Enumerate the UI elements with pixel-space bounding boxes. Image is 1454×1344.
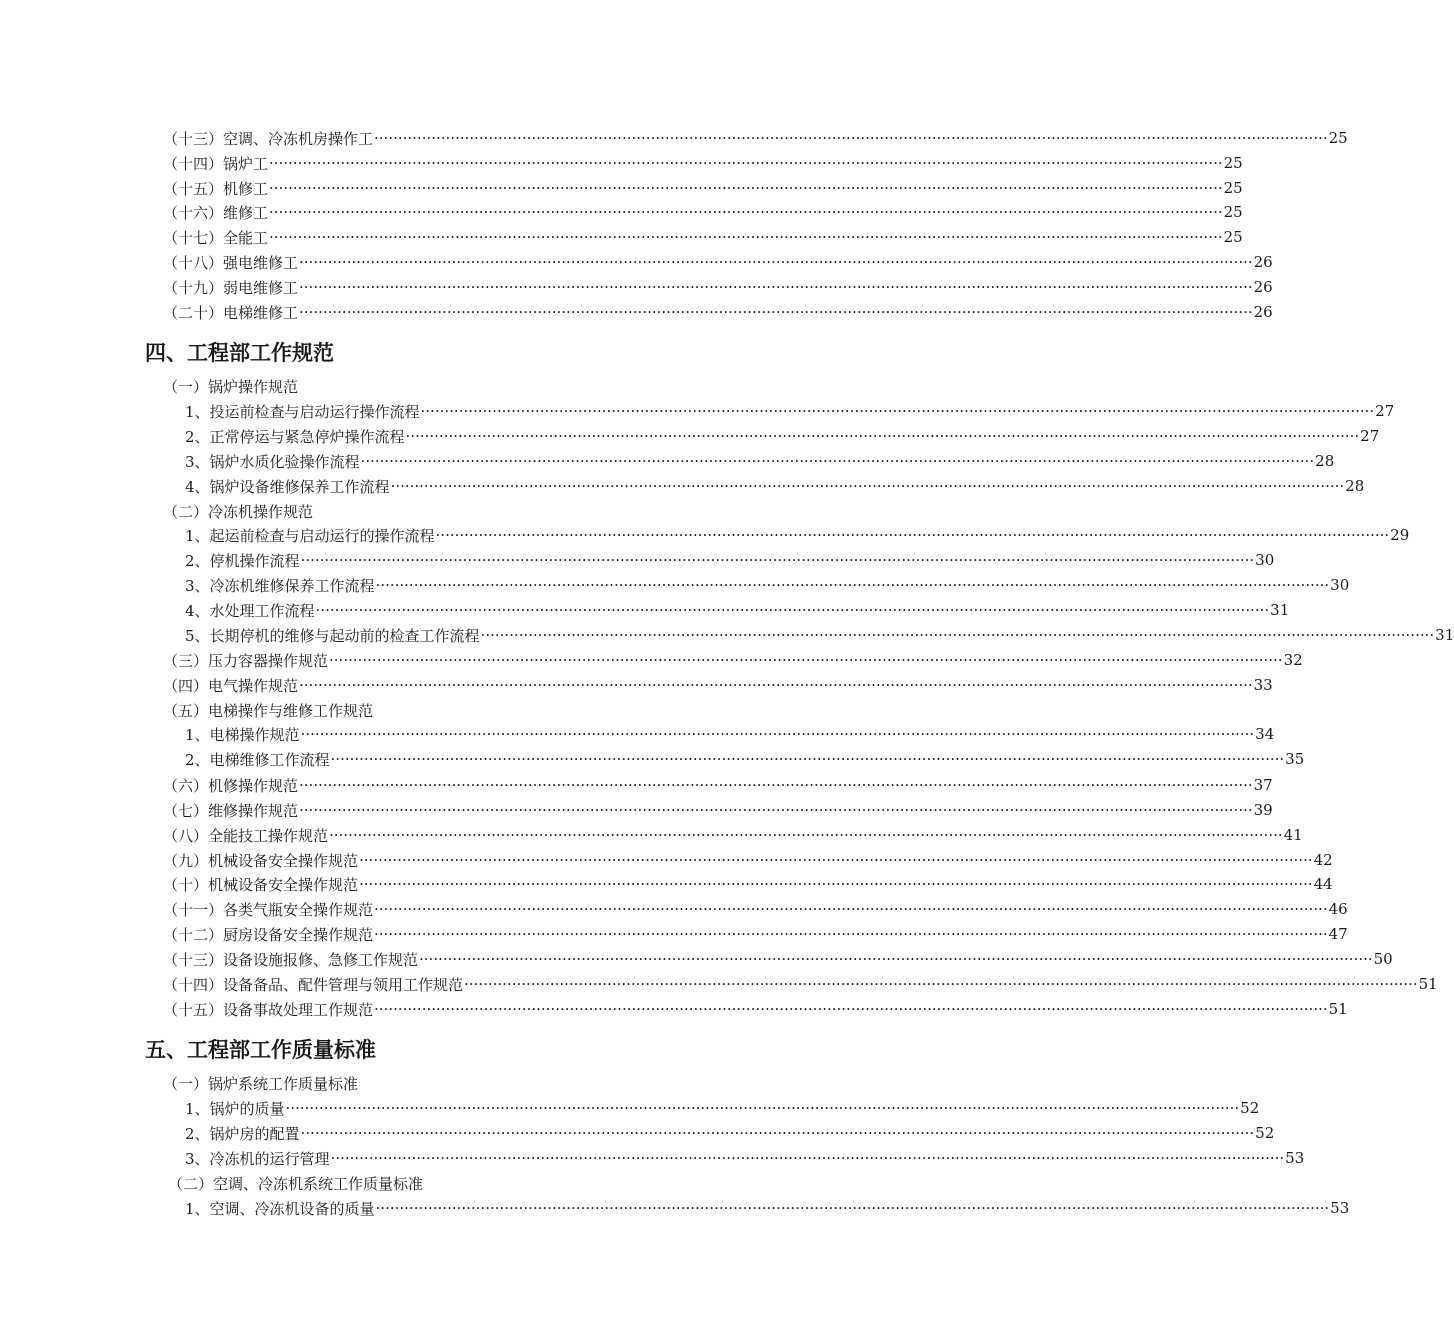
toc-entry[interactable] [163, 698, 682, 722]
dot-leader: ········································································································································································································ [420, 402, 1375, 420]
toc-entry-label: （十四）锅炉工 [163, 154, 269, 173]
toc-entry-label: （十三）设备设施报修、急修工作规范 [163, 950, 419, 969]
dot-leader: ········································································································································································································ [374, 129, 1328, 147]
dot-leader: ········································································································································································································ [390, 477, 1345, 495]
dot-leader: ········································································································································································································ [360, 452, 1315, 470]
dot-leader: ········································································································································································································ [300, 1124, 1255, 1142]
toc-entry[interactable] [163, 872, 1333, 896]
toc-page-number: 25 [1223, 228, 1243, 246]
toc-page-number: 47 [1328, 925, 1348, 943]
dot-leader: ········································································································································································································ [480, 626, 1435, 644]
toc-page-number: 46 [1328, 900, 1348, 918]
toc-page-number: 51 [1418, 975, 1438, 993]
toc-page-number: 25 [1223, 154, 1243, 172]
toc-entry[interactable] [163, 200, 1243, 224]
toc-subentry[interactable] [185, 548, 1275, 572]
toc-page-number: 32 [1283, 651, 1303, 669]
toc-entry-label: （十三）空调、冷冻机房操作工 [163, 129, 374, 148]
toc-page-number: 31 [1270, 601, 1290, 619]
toc-entry-label: （五）电梯操作与维修工作规范 [163, 701, 374, 720]
toc-page-number: 53 [1330, 1199, 1350, 1217]
toc-entry[interactable] [163, 823, 1303, 847]
toc-page-number: 26 [1253, 303, 1273, 321]
dot-leader: ········································································································································································································ [375, 576, 1330, 594]
toc-entry-label: （十五）机修工 [163, 179, 269, 198]
toc-entry-label: （二）空调、冷冻机系统工作质量标准 [168, 1174, 424, 1193]
toc-entry[interactable] [163, 225, 1243, 249]
toc-entry-label: 2、锅炉房的配置 [185, 1124, 300, 1143]
dot-leader: ········································································································································································································ [419, 950, 1373, 968]
toc-entry-label: 2、停机操作流程 [185, 551, 300, 570]
toc-entry-label: （十一）各类气瓶安全操作规范 [163, 900, 374, 919]
toc-entry-label: （七）维修操作规范 [163, 801, 299, 820]
dot-leader: ········································································································································································································ [315, 601, 1270, 619]
toc-subentry[interactable] [185, 474, 1365, 498]
dot-leader: ········································································································································································································ [405, 427, 1360, 445]
toc-entry-label: 4、锅炉设备维修保养工作流程 [185, 477, 390, 496]
dot-leader: ········································································································································································································ [299, 278, 1253, 296]
toc-entry-label: 2、电梯维修工作流程 [185, 750, 330, 769]
toc-entry-label: （四）电气操作规范 [163, 676, 299, 695]
toc-entry[interactable] [163, 947, 1393, 971]
toc-entry[interactable] [163, 972, 1438, 996]
toc-entry-label: （十）机械设备安全操作规范 [163, 875, 359, 894]
dot-leader: ········································································································································································································ [299, 253, 1253, 271]
toc-page-number: 39 [1253, 801, 1273, 819]
toc-page-number: 35 [1285, 750, 1305, 768]
toc-entry[interactable] [163, 848, 1333, 872]
toc-subentry[interactable] [185, 449, 1335, 473]
dot-leader: ········································································································································································································ [285, 1099, 1240, 1117]
toc-entry-label: 1、投运前检查与启动运行操作流程 [185, 402, 420, 421]
dot-leader: ········································································································································································································ [299, 801, 1253, 819]
toc-page-number: 50 [1373, 950, 1393, 968]
toc-subentry[interactable] [185, 1196, 1350, 1220]
toc-entry-label: 4、水处理工作流程 [185, 601, 315, 620]
toc-subentry[interactable] [185, 1146, 1305, 1170]
toc-entry[interactable] [163, 275, 1273, 299]
toc-page-number: 26 [1253, 253, 1273, 271]
toc-page-number: 28 [1345, 477, 1365, 495]
toc-entry-label: 3、冷冻机维修保养工作流程 [185, 576, 375, 595]
toc-entry[interactable] [163, 798, 1273, 822]
section-heading: 五、工程部工作质量标准 [145, 1038, 376, 1062]
dot-leader: ········································································································································································································ [330, 1149, 1285, 1167]
toc-entry-label: 3、锅炉水质化验操作流程 [185, 452, 360, 471]
toc-page-number: 26 [1253, 278, 1273, 296]
toc-page-number: 30 [1330, 576, 1350, 594]
toc-entry-label: （十二）厨房设备安全操作规范 [163, 925, 374, 944]
toc-entry-label: （二）冷冻机操作规范 [163, 502, 314, 521]
toc-entry[interactable] [163, 250, 1273, 274]
toc-entry[interactable] [163, 374, 682, 398]
toc-entry-label: （十五）设备事故处理工作规范 [163, 1000, 374, 1019]
dot-leader: ········································································································································································································ [374, 1000, 1328, 1018]
dot-leader: ········································································································································································································ [269, 203, 1223, 221]
dot-leader: ········································································································································································································ [329, 826, 1283, 844]
section-heading: 四、工程部工作规范 [145, 341, 334, 365]
dot-leader: ········································································································································································································ [300, 725, 1255, 743]
dot-leader: ········································································································································································································ [299, 676, 1253, 694]
toc-entry[interactable] [163, 151, 1243, 175]
dot-leader: ········································································································································································································ [374, 925, 1328, 943]
dot-leader: ········································································································································································································ [299, 776, 1253, 794]
toc-entry-label: 1、电梯操作规范 [185, 725, 300, 744]
toc-page-number: 27 [1375, 402, 1395, 420]
toc-page-number: 30 [1255, 551, 1275, 569]
dot-leader: ········································································································································································································ [300, 551, 1255, 569]
toc-subentry[interactable] [185, 573, 1350, 597]
toc-page-number: 33 [1253, 676, 1273, 694]
dot-leader: ········································································································································································································ [464, 975, 1418, 993]
toc-entry-label: （十九）弱电维修工 [163, 278, 299, 297]
toc-entry[interactable] [163, 922, 1348, 946]
toc-entry[interactable] [163, 126, 1348, 150]
toc-entry[interactable] [163, 673, 1273, 697]
toc-entry-label: （三）压力容器操作规范 [163, 651, 329, 670]
toc-subentry[interactable] [185, 523, 1410, 547]
dot-leader: ········································································································································································································ [329, 651, 1283, 669]
toc-entry-label: 2、正常停运与紧急停炉操作流程 [185, 427, 405, 446]
toc-entry-label: 5、长期停机的维修与起动前的检查工作流程 [185, 626, 480, 645]
toc-entry-label: （八）全能技工操作规范 [163, 826, 329, 845]
toc-entry[interactable] [163, 897, 1348, 921]
toc-entry[interactable] [163, 1071, 682, 1095]
toc-page-number: 25 [1328, 129, 1348, 147]
dot-leader: ········································································································································································································ [359, 851, 1313, 869]
toc-page-number: 44 [1313, 875, 1333, 893]
toc-page-number: 37 [1253, 776, 1273, 794]
toc-page-number: 25 [1223, 203, 1243, 221]
dot-leader: ········································································································································································································ [359, 875, 1313, 893]
toc-entry-label: 1、起运前检查与启动运行的操作流程 [185, 526, 435, 545]
toc-entry[interactable] [163, 997, 1348, 1021]
toc-entry-label: （九）机械设备安全操作规范 [163, 851, 359, 870]
toc-page-number: 41 [1283, 826, 1303, 844]
toc-subentry[interactable] [185, 722, 1275, 746]
toc-entry-label: （二十）电梯维修工 [163, 303, 299, 322]
toc-page-number: 28 [1315, 452, 1335, 470]
toc-page-number: 42 [1313, 851, 1333, 869]
dot-leader: ········································································································································································································ [374, 900, 1328, 918]
toc-entry-label: 3、冷冻机的运行管理 [185, 1149, 330, 1168]
dot-leader: ········································································································································································································ [269, 228, 1223, 246]
toc-page-number: 31 [1435, 626, 1454, 644]
dot-leader: ········································································································································································································ [269, 154, 1223, 172]
toc-subentry[interactable] [185, 598, 1290, 622]
toc-subentry[interactable] [185, 1096, 1260, 1120]
toc-entry-label: 1、空调、冷冻机设备的质量 [185, 1199, 375, 1218]
toc-entry-label: 1、锅炉的质量 [185, 1099, 285, 1118]
toc-entry-label: （十七）全能工 [163, 228, 269, 247]
toc-entry-label: （十八）强电维修工 [163, 253, 299, 272]
toc-entry-label: （六）机修操作规范 [163, 776, 299, 795]
toc-page-number: 52 [1255, 1124, 1275, 1142]
dot-leader: ········································································································································································································ [435, 526, 1390, 544]
dot-leader: ········································································································································································································ [299, 303, 1253, 321]
toc-entry[interactable] [163, 499, 682, 523]
dot-leader: ········································································································································································································ [375, 1199, 1330, 1217]
toc-entry-label: （十四）设备备品、配件管理与领用工作规范 [163, 975, 464, 994]
toc-page-number: 51 [1328, 1000, 1348, 1018]
toc-entry-label: （一）锅炉系统工作质量标准 [163, 1074, 359, 1093]
toc-entry[interactable] [163, 300, 1273, 324]
toc-subentry[interactable] [185, 747, 1305, 771]
toc-entry-label: （十六）维修工 [163, 203, 269, 222]
toc-subentry[interactable] [185, 424, 1380, 448]
toc-entry[interactable] [168, 1171, 682, 1195]
toc-page-number: 29 [1390, 526, 1410, 544]
toc-page-number: 52 [1240, 1099, 1260, 1117]
toc-subentry[interactable] [185, 1121, 1275, 1145]
toc-entry[interactable] [163, 648, 1303, 672]
toc-subentry[interactable] [185, 399, 1395, 423]
dot-leader: ········································································································································································································ [330, 750, 1285, 768]
toc-page-number: 34 [1255, 725, 1275, 743]
dot-leader: ········································································································································································································ [269, 179, 1223, 197]
toc-page-number: 53 [1285, 1149, 1305, 1167]
toc-subentry[interactable] [185, 623, 1454, 647]
toc-page-number: 25 [1223, 179, 1243, 197]
toc-page-number: 27 [1360, 427, 1380, 445]
toc-entry-label: （一）锅炉操作规范 [163, 377, 299, 396]
toc-entry[interactable] [163, 176, 1243, 200]
toc-entry[interactable] [163, 773, 1273, 797]
